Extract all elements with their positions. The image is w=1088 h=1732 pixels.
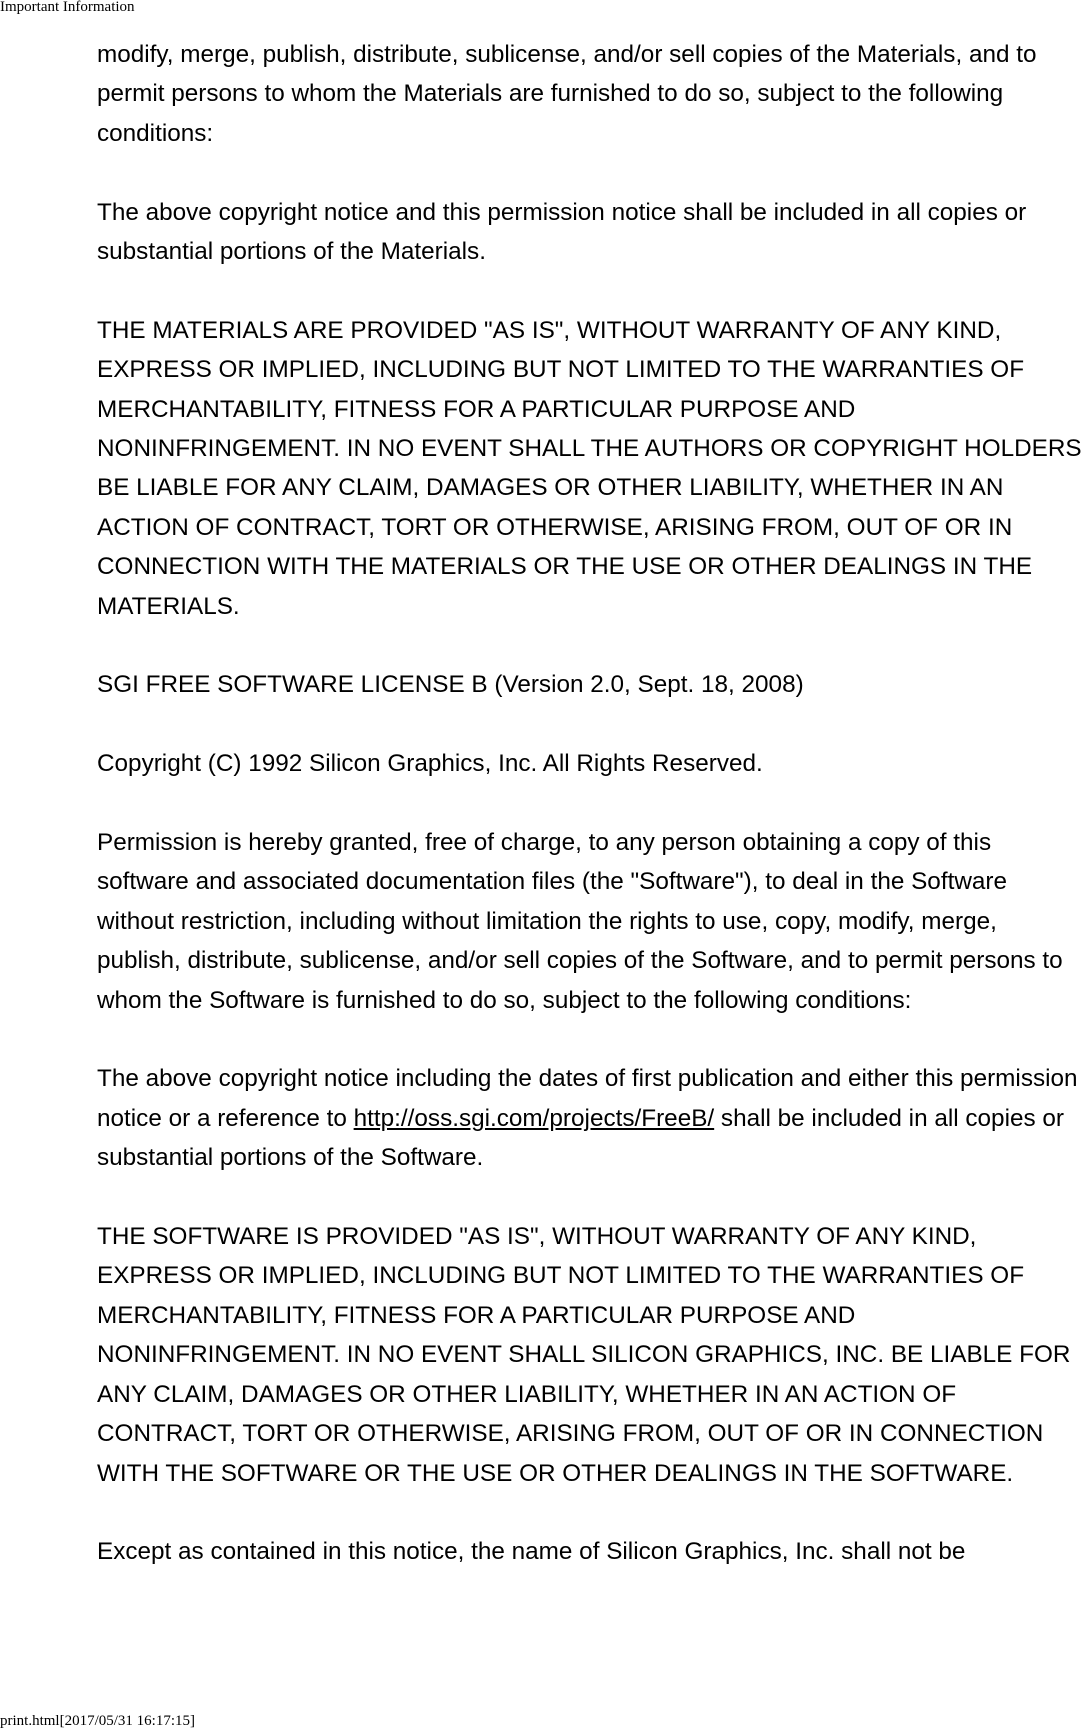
sgi-notice-text-before-link: The above copyright notice including the dates of first publication and either this permission notice or a reference to: [97, 1065, 1078, 1132]
paragraph-materials-warranty: THE MATERIALS ARE PROVIDED "AS IS", WITHOUT WARRANTY OF ANY KIND, EXPRESS OR IMPLIED, INCLUDING BUT NOT LIMITED TO THE WARRANTIES OF MERCHANTABILITY, FITNESS FOR A PARTICULAR PURPOSE AND NONINFRINGEMENT. IN NO EVENT SHALL THE AUTHORS OR COPYRIGHT HOLDERS BE LIABLE FOR ANY CLAIM, DAMAGES OR OTHER LIABILITY, WHETHER IN AN ACTION OF CONTRACT, TORT OR OTHERWISE, ARISING FROM, OUT OF OR IN CONNECTION WITH THE MATERIALS OR THE USE OR OTHER DEALINGS IN THE MATERIALS.: [97, 316, 1082, 620]
freeb-link[interactable]: http://oss.sgi.com/projects/FreeB/: [353, 1104, 715, 1132]
paragraph-sgi-name-clause: Except as contained in this notice, the name of Silicon Graphics, Inc. shall not be: [97, 1538, 966, 1566]
paragraph-sgi-notice: [97, 1059, 1087, 1177]
paragraph-materials-permissions: modify, merge, publish, distribute, sublicense, and/or sell copies of the Materials, and to permit persons to whom the Materials are furnished to do so, subject to the following conditions:: [97, 41, 1037, 147]
paragraph-sgi-license-title: SGI FREE SOFTWARE LICENSE B (Version 2.0, Sept. 18, 2008): [97, 671, 804, 699]
paragraph-sgi-permissions: Permission is hereby granted, free of charge, to any person obtaining a copy of this software and associated documentation files (the "Software"), to deal in the Software without restriction, including without limitation the rights to use, copy, modify, merge, publish, distribute, sublicense, and/or sell copies of the Software, and to permit persons to whom the Software is furnished to do so, subject to the following conditions:: [97, 829, 1063, 1014]
paragraph-sgi-copyright: Copyright (C) 1992 Silicon Graphics, Inc. All Rights Reserved.: [97, 750, 763, 778]
page-header-title: Important Information: [0, 0, 135, 15]
document-body: [97, 35, 1087, 1611]
paragraph-sgi-warranty: THE SOFTWARE IS PROVIDED "AS IS", WITHOUT WARRANTY OF ANY KIND, EXPRESS OR IMPLIED, INCLUDING BUT NOT LIMITED TO THE WARRANTIES OF MERCHANTABILITY, FITNESS FOR A PARTICULAR PURPOSE AND NONINFRINGEMENT. IN NO EVENT SHALL SILICON GRAPHICS, INC. BE LIABLE FOR ANY CLAIM, DAMAGES OR OTHER LIABILITY, WHETHER IN AN ACTION OF CONTRACT, TORT OR OTHERWISE, ARISING FROM, OUT OF OR IN CONNECTION WITH THE SOFTWARE OR THE USE OR OTHER DEALINGS IN THE SOFTWARE.: [97, 1223, 1071, 1487]
sgi-notice-text-after-link: shall be included in all copies or substantial portions of the Software.: [97, 1104, 1064, 1172]
paragraph-materials-notice: The above copyright notice and this permission notice shall be included in all copies or substantial portions of the Materials.: [97, 198, 1027, 266]
page-footer-source: print.html[2017/05/31 16:17:15]: [0, 1713, 195, 1729]
